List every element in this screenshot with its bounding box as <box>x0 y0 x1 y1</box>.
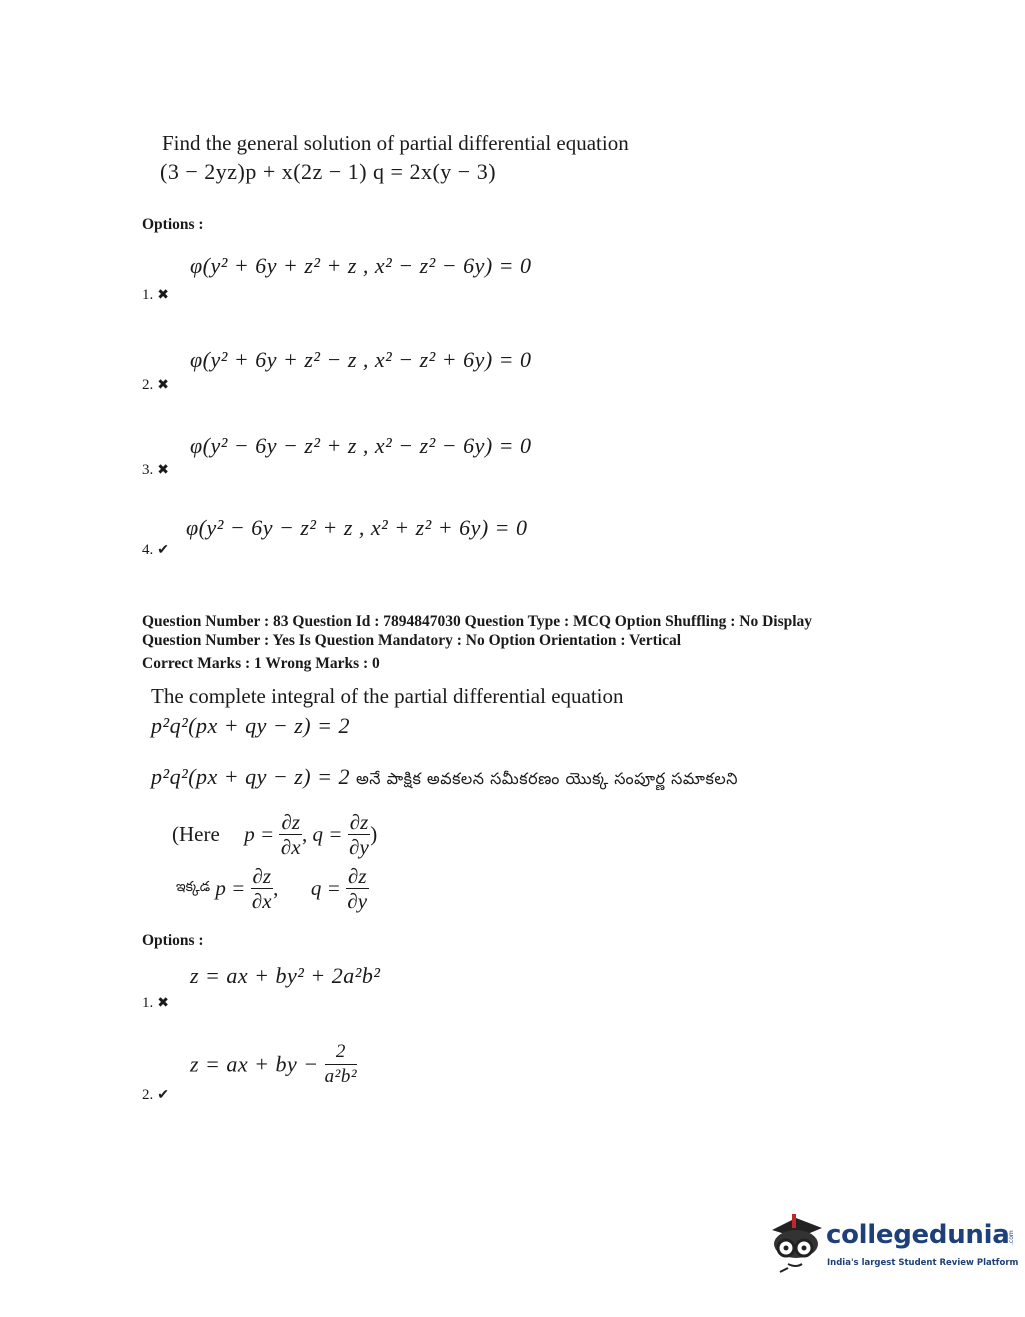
telugu-prompt: అనే పాక్షిక అవకలన సమీకరణం యొక్క సంపూర్ణ సమాకలని <box>355 769 738 788</box>
option-number: 2. <box>142 377 154 393</box>
q-label: q = <box>312 822 343 846</box>
mascot-icon <box>766 1210 826 1278</box>
here-label: (Here <box>172 822 220 846</box>
option-number: 3. <box>142 462 154 478</box>
option-1-row <box>142 995 169 1012</box>
question-equation: (3 − 2yz)p + x(2z − 1) q = 2x(y − 3) <box>160 159 497 184</box>
option-2-expression: z = ax + by − $\frac{2}{\text{a²b²}}$ <box>190 1041 358 1087</box>
question-meta-line-2: Question Number : Yes Is Question Mandatory : No Option Orientation : Vertical <box>142 632 682 649</box>
brand-name: collegedunia <box>826 1220 1010 1250</box>
q-fraction: $\frac{\partial z}{\partial y}$ <box>347 864 368 913</box>
options-label: Options : <box>142 216 204 233</box>
option-3-row <box>142 462 169 479</box>
cross-icon: ✖ <box>157 288 169 303</box>
option-number: 1. <box>142 995 154 1011</box>
telugu-question-line <box>151 764 738 792</box>
cross-icon: ✖ <box>157 463 169 478</box>
telugu-equation: p²q²(px + qy − z) = 2 <box>151 764 350 789</box>
option-1-expression: z = ax + by² + 2a²b² <box>190 963 381 988</box>
definition-telugu: ఇక్కడ p = $\frac{\partial z}{\partial x}$ , q = $\frac{\partial z}{\partial y}$ <box>176 864 368 913</box>
option-1-row <box>142 287 169 304</box>
option-3-expression: φ(y² − 6y − z² + z , x² − z² − 6y) = 0 <box>190 433 532 458</box>
question-prompt: The complete integral of the partial differential equation <box>151 684 624 708</box>
check-icon: ✔ <box>157 1088 169 1103</box>
telugu-here-label: ఇక్కడ <box>176 879 211 895</box>
option-number: 2. <box>142 1087 154 1103</box>
p-label: p = <box>244 822 275 846</box>
question-prompt: Find the general solution of partial differential equation <box>162 131 629 155</box>
option-number: 1. <box>142 287 154 303</box>
brand-tagline: India's largest Student Review Platform <box>827 1258 1019 1268</box>
q-fraction: $\frac{\partial z}{\partial y}$ <box>349 810 369 859</box>
option-1-expression: φ(y² + 6y + z² + z , x² − z² − 6y) = 0 <box>190 253 532 278</box>
p-fraction: $\frac{\partial z}{\partial x}$ <box>280 810 301 859</box>
question-equation: p²q²(px + qy − z) = 2 <box>151 713 350 738</box>
p-label: p = <box>215 876 246 900</box>
q-label: q = <box>310 876 341 900</box>
brand-logo <box>766 1210 1019 1280</box>
option-4-row <box>142 542 169 559</box>
question-meta-line-1: Question Number : 83 Question Id : 7894847030 Question Type : MCQ Option Shuffling : No Display <box>142 613 813 630</box>
option-2-fraction: $\frac{2}{\text{a²b²}}$ <box>324 1041 358 1087</box>
here-close: ) <box>370 822 378 846</box>
option-4-expression: φ(y² − 6y − z² + z , x² + z² + 6y) = 0 <box>186 515 528 540</box>
option-number: 4. <box>142 542 154 558</box>
brand-suffix: .com <box>1008 1230 1016 1245</box>
cross-icon: ✖ <box>157 996 169 1011</box>
p-fraction: $\frac{\partial z}{\partial x}$ <box>251 864 272 913</box>
option-2-expression: φ(y² + 6y + z² − z , x² − z² + 6y) = 0 <box>190 347 532 372</box>
option-2-row <box>142 1087 169 1104</box>
check-icon: ✔ <box>157 543 169 558</box>
option-2-row <box>142 377 169 394</box>
question-marks: Correct Marks : 1 Wrong Marks : 0 <box>142 655 380 672</box>
options-label: Options : <box>142 932 204 949</box>
definition-english: (Here p = $\frac{\partial z}{\partial x}$ , q = $\frac{\partial z}{\partial y}$ ) <box>172 810 378 859</box>
cross-icon: ✖ <box>157 378 169 393</box>
